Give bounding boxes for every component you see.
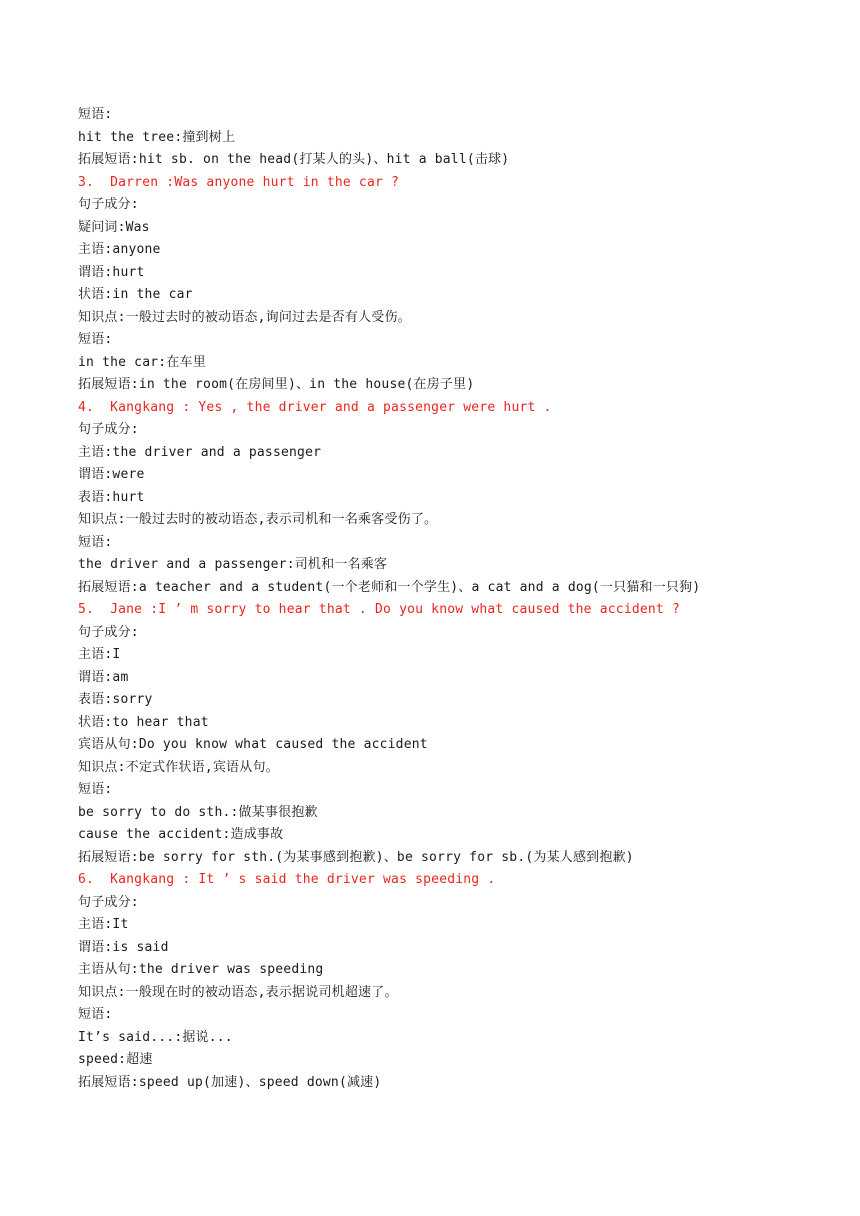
text-line: 拓展短语:a teacher and a student(一个老师和一个学生)、a cat and a dog(一只猫和一只狗) — [78, 579, 701, 595]
text-line: 短语: — [78, 1007, 113, 1022]
text-line: 短语: — [78, 782, 113, 797]
text-line: 句子成分: — [78, 197, 139, 212]
text-line: 拓展短语:be sorry for sth.(为某事感到抱歉)、be sorry for sb.(为某人感到抱歉) — [78, 849, 634, 865]
dialogue-sentence: 4. Kangkang : Yes , the driver and a passenger were hurt . — [78, 399, 552, 415]
text-line: speed:超速 — [78, 1052, 153, 1067]
text-line: 表语:hurt — [78, 489, 145, 505]
text-line: 主语从句:the driver was speeding — [78, 962, 324, 977]
text-line: 知识点:一般过去时的被动语态,表示司机和一名乘客受伤了。 — [78, 512, 438, 527]
text-line: 主语:It — [78, 917, 129, 932]
text-line: 拓展短语:in the room(在房间里)、in the house(在房子里) — [78, 377, 475, 392]
text-line: 谓语:hurt — [78, 264, 145, 280]
text-line: 状语:in the car — [78, 287, 193, 302]
text-line: 句子成分: — [78, 624, 139, 640]
text-line: 主语:anyone — [78, 242, 161, 257]
text-line: 知识点:一般过去时的被动语态,询问过去是否有人受伤。 — [78, 309, 411, 325]
text-line: 知识点:不定式作状语,宾语从句。 — [78, 759, 279, 775]
text-line: 拓展短语:hit sb. on the head(打某人的头)、hit a ball(击球) — [78, 152, 510, 167]
text-line: 疑问词:Was — [78, 219, 150, 235]
text-line: 短语: — [78, 107, 113, 122]
text-line: 知识点:一般现在时的被动语态,表示据说司机超速了。 — [78, 984, 398, 1000]
text-line: 句子成分: — [78, 422, 139, 437]
text-line: be sorry to do sth.:做某事很抱歉 — [78, 804, 318, 820]
dialogue-sentence: 6. Kangkang : It ’ s said the driver was speeding . — [78, 872, 496, 887]
text-line: 谓语:were — [78, 467, 145, 482]
document-body — [78, 104, 838, 1094]
text-line: 短语: — [78, 332, 113, 347]
dialogue-sentence: 5. Jane :I ’ m sorry to hear that . Do you know what caused the accident ? — [78, 602, 680, 617]
text-line: 拓展短语:speed up(加速)、speed down(减速) — [78, 1074, 382, 1090]
text-line: cause the accident:造成事故 — [78, 827, 284, 842]
text-line: It’s said...:据说... — [78, 1029, 233, 1045]
text-line: 谓语:am — [78, 669, 129, 685]
text-line: 宾语从句:Do you know what caused the accident — [78, 737, 428, 752]
text-line: 表语:sorry — [78, 692, 153, 707]
text-line: 短语: — [78, 534, 113, 550]
dialogue-sentence: 3. Darren :Was anyone hurt in the car ? — [78, 174, 400, 190]
text-line: hit the tree:撞到树上 — [78, 129, 236, 145]
text-line: 主语:I — [78, 647, 121, 662]
text-line: 状语:to hear that — [78, 714, 209, 730]
text-line: 主语:the driver and a passenger — [78, 444, 322, 460]
text-line: the driver and a passenger:司机和一名乘客 — [78, 557, 388, 572]
text-line: 谓语:is said — [78, 939, 169, 955]
text-line: in the car:在车里 — [78, 354, 206, 370]
text-line: 句子成分: — [78, 894, 139, 910]
